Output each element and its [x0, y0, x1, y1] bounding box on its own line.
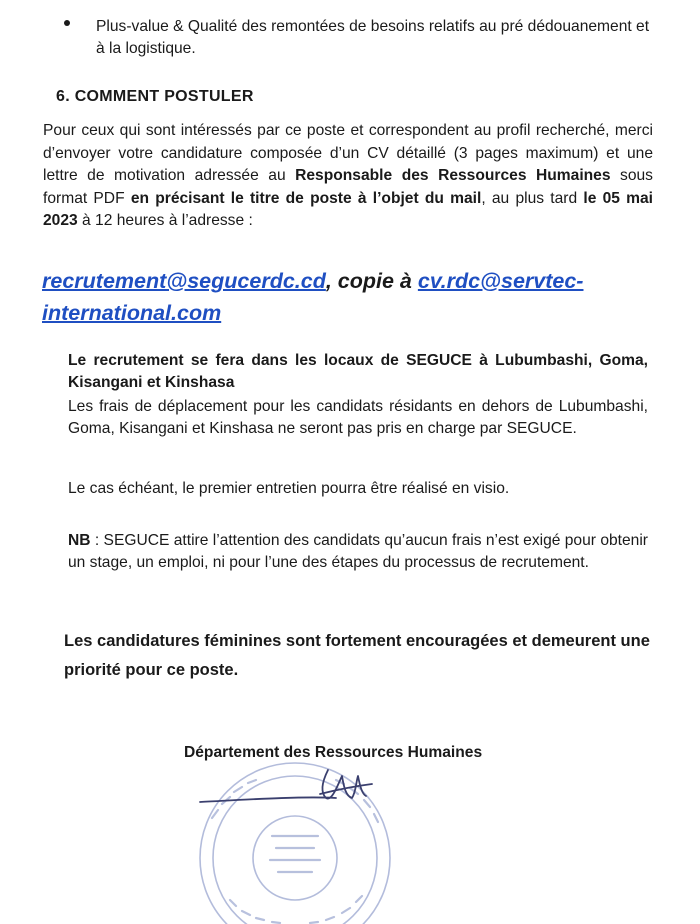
- nb-text: : SEGUCE attire l’attention des candidats qu’aucun frais n’est exigé pour obtenir un stage, un emploi, ni pour l’une des étapes du processus de recrutement.: [68, 532, 648, 571]
- location-bold: Le recrutement se fera dans les locaux de SEGUCE à Lubumbashi, Goma, Kisangani et Kinshasa: [68, 352, 648, 391]
- department-signature: Département des Ressources Humaines: [184, 744, 483, 761]
- apply-text-3: , au plus tard: [481, 189, 584, 207]
- stamp-lettering-marks: [212, 780, 378, 923]
- apply-hr-bold: Responsable des Ressources Humaines: [295, 167, 611, 185]
- email-copy-label: , copie à: [325, 269, 418, 293]
- apply-subject-bold: en précisant le titre de poste à l’objet du mail: [130, 189, 482, 207]
- nb-label: NB: [68, 532, 91, 549]
- section-heading: 6. COMMENT POSTULER: [56, 88, 254, 105]
- apply-text-4: à 12 heures à l’adresse :: [77, 212, 253, 230]
- feminine-note: Les candidatures féminines sont fortement encouragées et demeurent une priorité pour ce poste.: [64, 632, 650, 679]
- location-travel: Les frais de déplacement pour les candidats résidants en dehors de Lubumbashi, Goma, Kisangani et Kinshasa ne seront pas pris en charge par SEGUCE.: [68, 398, 648, 437]
- apply-text-2: sous format PDF: [43, 167, 653, 207]
- apply-date-bold: le 05 mai 2023: [43, 189, 654, 230]
- interview-text: Le cas échéant, le premier entretien pourra être réalisé en visio.: [68, 480, 510, 497]
- email-block: [42, 265, 642, 329]
- primary-email-link[interactable]: recrutement@segucerdc.cd: [42, 269, 326, 293]
- stamp-seal: [160, 740, 420, 924]
- secondary-email-link[interactable]: cv.rdc@servtec-international.com: [42, 269, 584, 325]
- signature-scribble: [200, 770, 372, 802]
- bullet-text: Plus-value & Qualité des remontées de besoins relatifs au pré dédouanement et à la logistique.: [96, 18, 650, 57]
- nb-paragraph: [68, 530, 648, 574]
- apply-paragraph: [43, 120, 653, 233]
- bullet-dot: [64, 20, 70, 26]
- apply-text-1: Pour ceux qui sont intéressés par ce poste et correspondent au profil recherché, merci d’envoyer votre candidature composée d’un CV détaillé (3 pages maximum) et une lettre de motivation adressée au: [43, 122, 653, 185]
